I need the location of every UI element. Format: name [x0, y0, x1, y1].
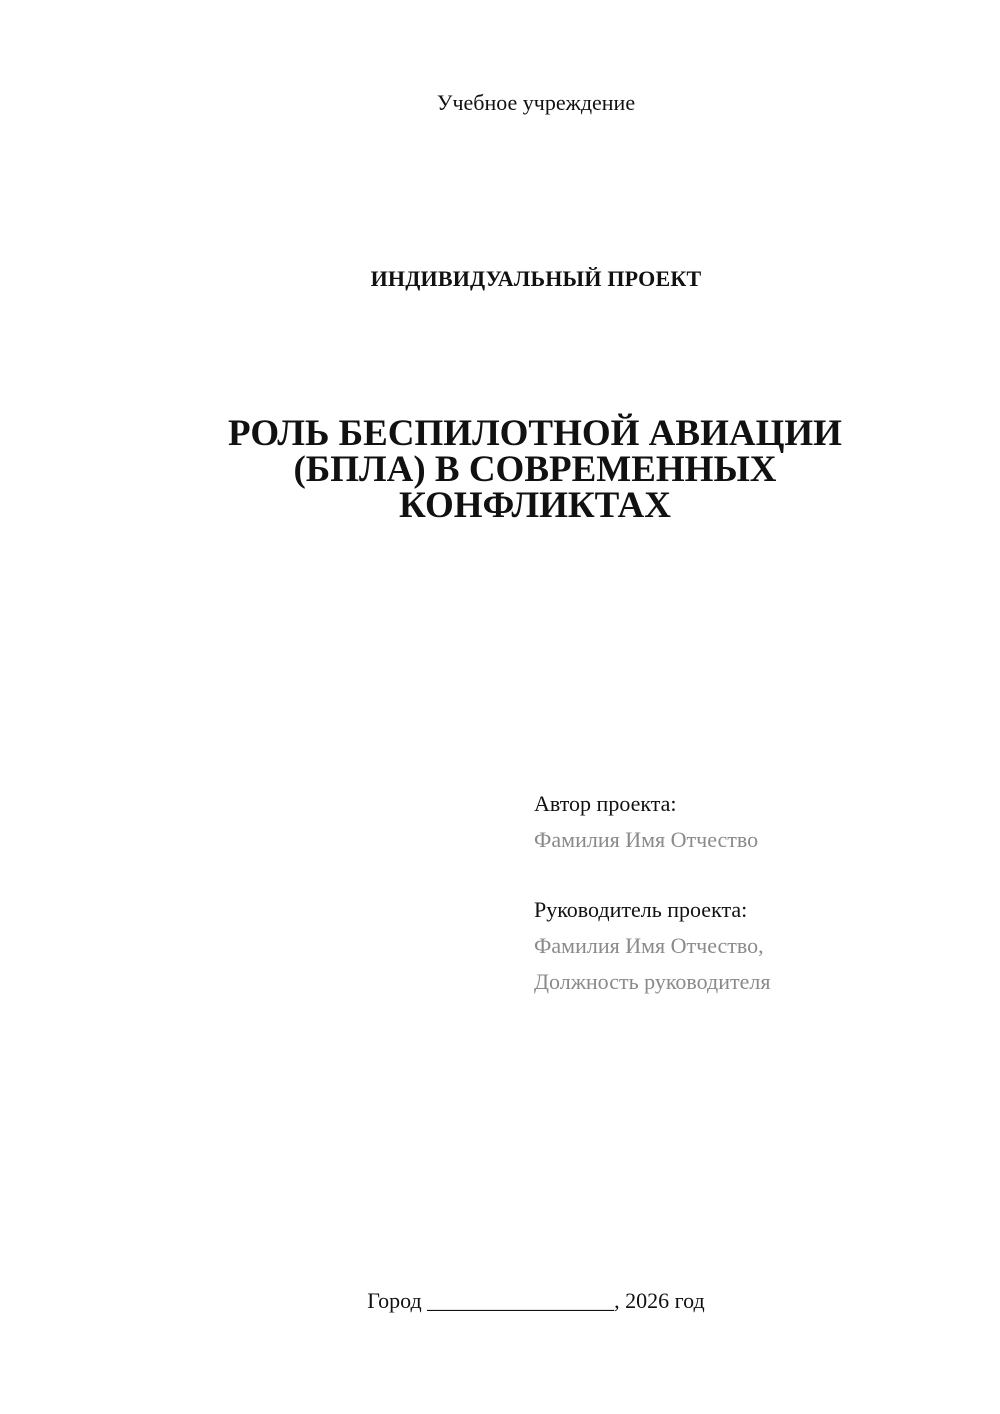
project-people-block [534, 786, 974, 1000]
project-title-line-1: РОЛЬ БЕСПИЛОТНОЙ АВИАЦИИ [228, 413, 842, 454]
author-label: Автор проекта: [534, 791, 677, 816]
supervisor-name-placeholder: Фамилия Имя Отчество, [534, 933, 764, 958]
city-year-footer: Город _________________, 2026 год [367, 1288, 705, 1313]
supervisor-label: Руководитель проекта: [534, 897, 748, 922]
project-title-line-3: КОНФЛИКТАХ [399, 485, 671, 526]
author-name-placeholder: Фамилия Имя Отчество [534, 827, 759, 852]
supervisor-position-placeholder: Должность руководителя [534, 969, 771, 994]
project-title [210, 413, 860, 526]
spacer [534, 858, 974, 892]
project-title-line-2: (БПЛА) В СОВРЕМЕННЫХ [293, 449, 777, 490]
institution-name: Учебное учреждение [436, 90, 636, 115]
project-type-heading: ИНДИВИДУАЛЬНЫЙ ПРОЕКТ [370, 266, 702, 291]
